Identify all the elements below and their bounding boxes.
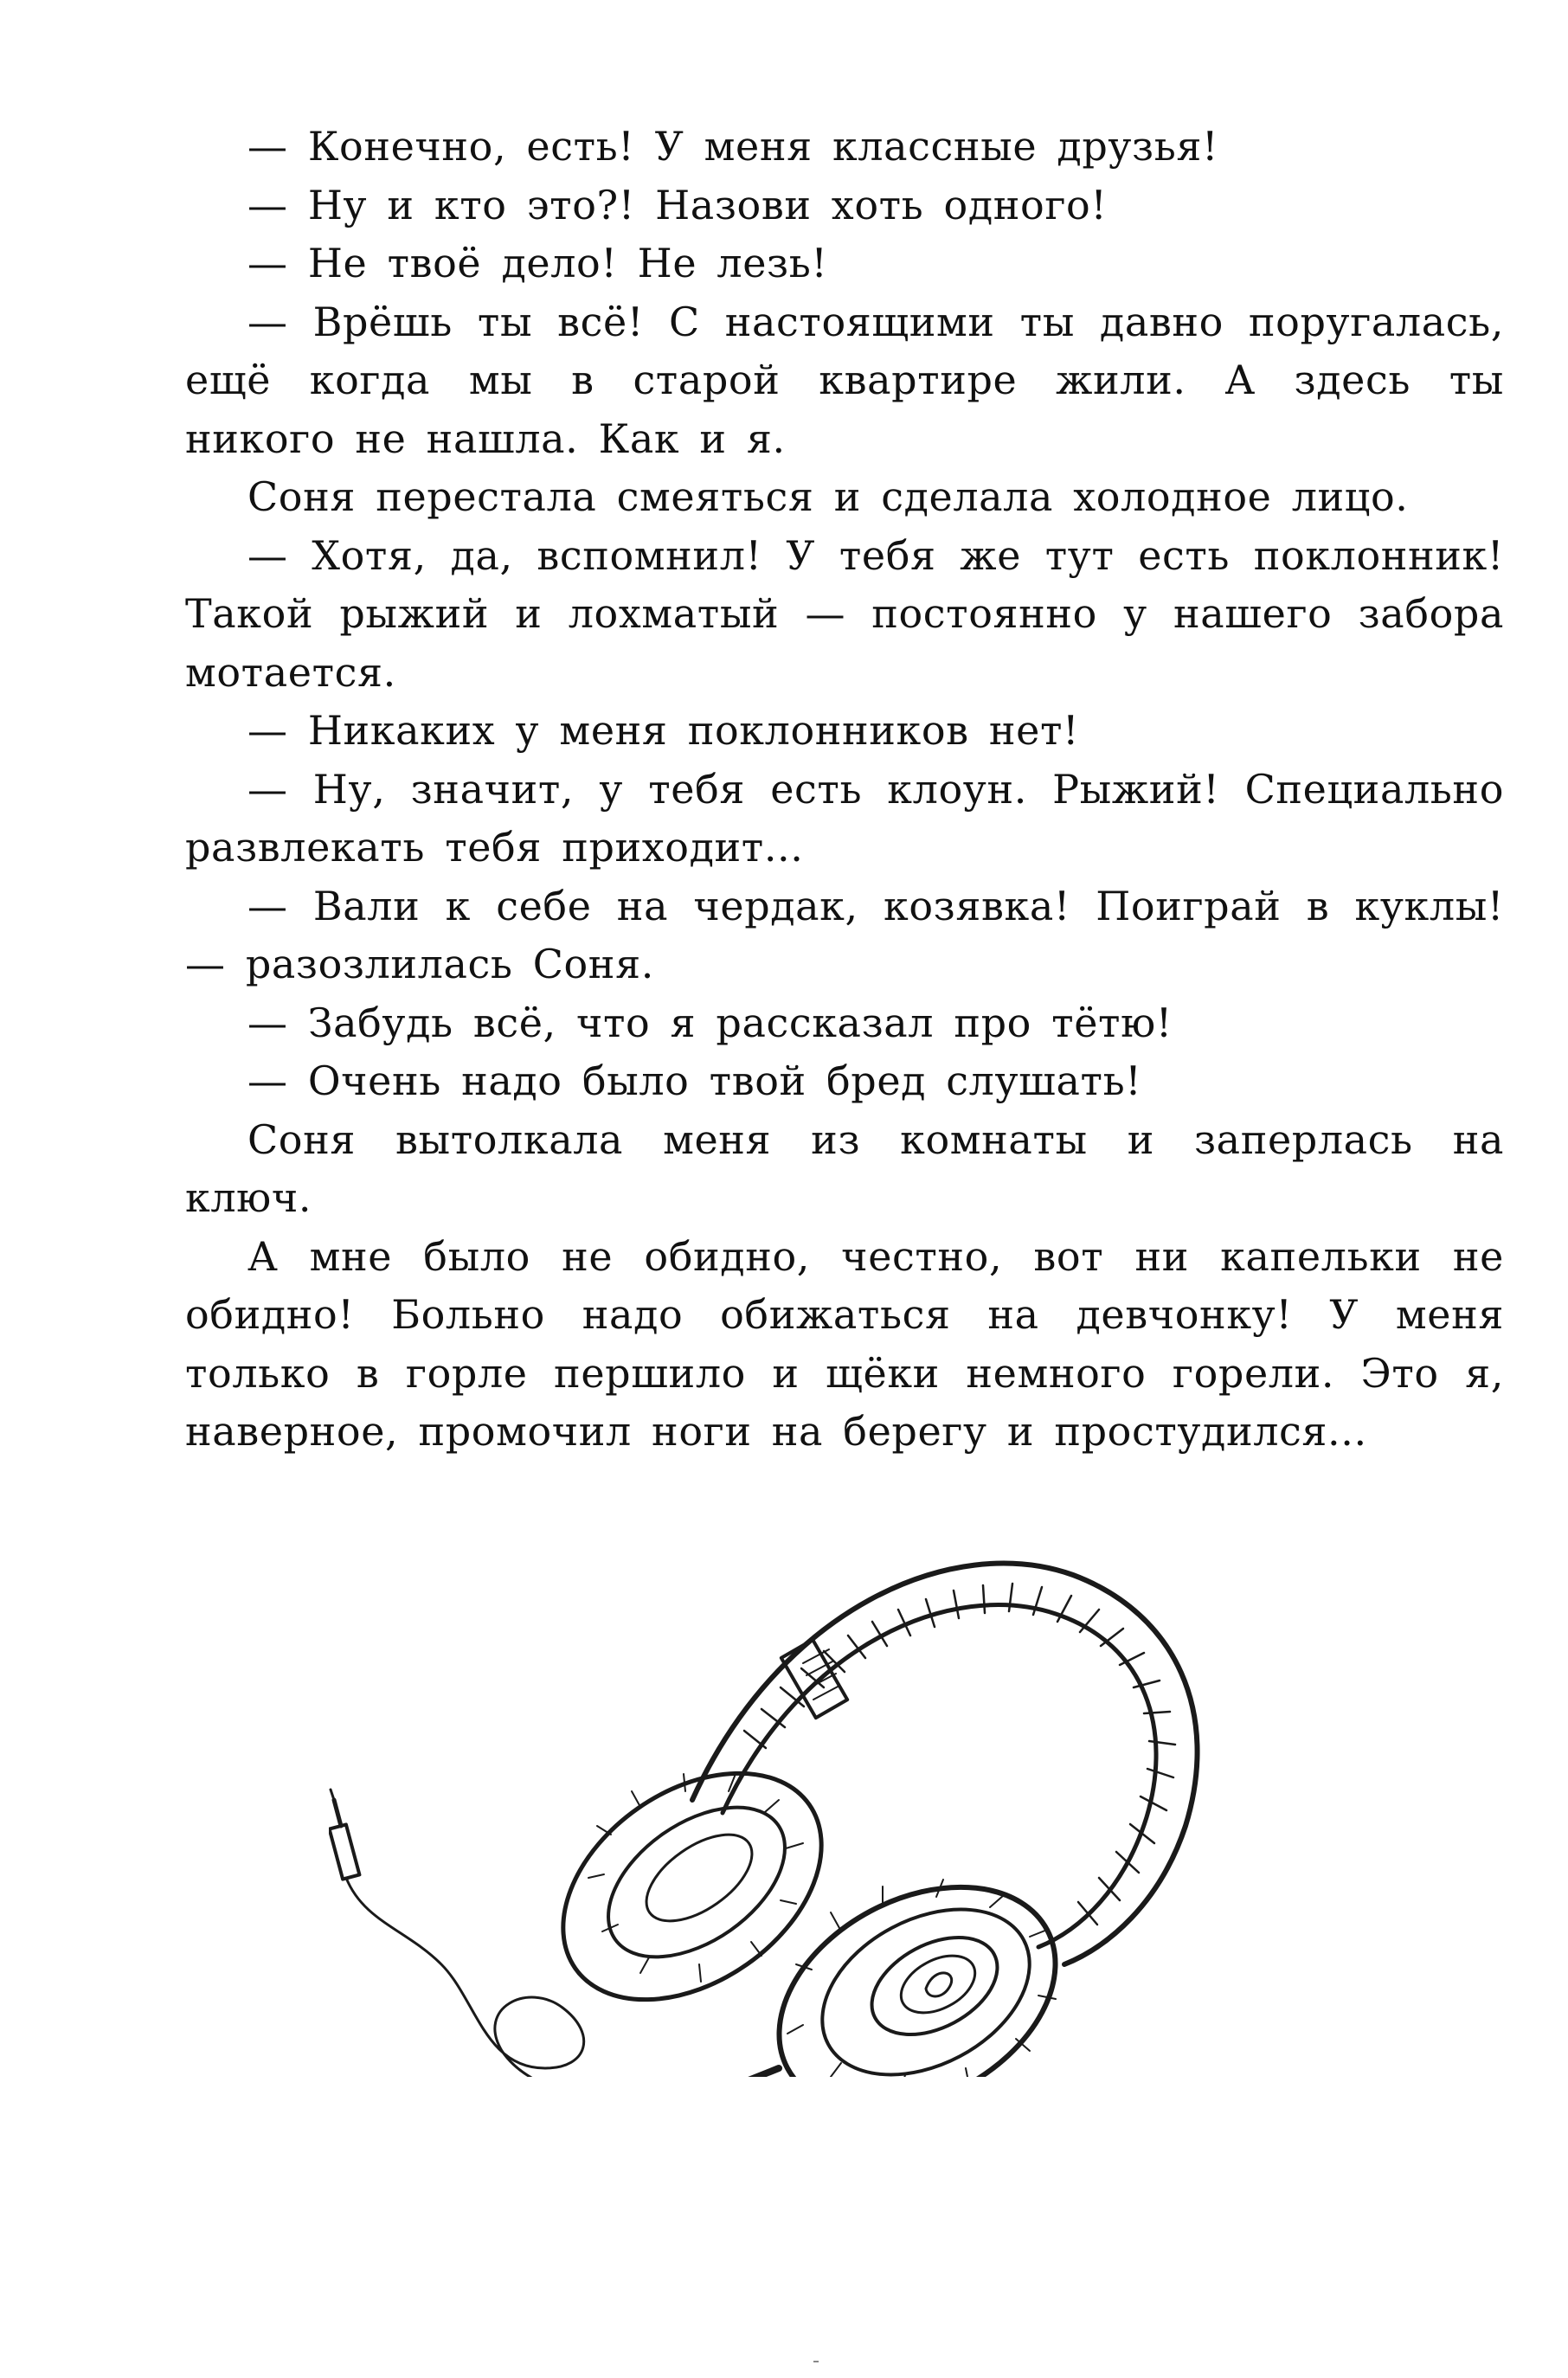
paragraph-9: — Вали к себе на чердак, козявка! Поиграй в куклы! — разозлилась Соня. <box>185 882 1504 987</box>
paragraph-4: — Врёшь ты всё! С настоящими ты давно поругалась, ещё когда мы в старой квартире жили. А здесь ты никого не нашла. Как и я. <box>185 298 1504 462</box>
paragraph-6: — Хотя, да, вспомнил! У тебя же тут есть поклонник! Такой рыжий и лохматый — постоянно у нашего забора мотается. <box>185 531 1504 696</box>
paragraph-3: — Не твоё дело! Не лезь! <box>247 240 828 286</box>
story-text <box>185 118 1504 1462</box>
paragraph-11: — Очень надо было твой бред слушать! <box>247 1057 1142 1104</box>
page-footer-mark <box>813 2361 819 2362</box>
paragraph-8: — Ну, значит, у тебя есть клоун. Рыжий! Специально развлекать тебя приходит... <box>185 765 1504 871</box>
headphones-sketch-icon <box>329 1514 1246 2077</box>
paragraph-1: — Конечно, есть! У меня классные друзья! <box>247 123 1219 170</box>
paragraph-13: А мне было не обидно, честно, вот ни капельки не обидно! Больно надо обижаться на девчонку! У меня только в горле першило и щёки немного горели. Это я, наверное, промочил ноги на берегу и простудился... <box>185 1232 1504 1455</box>
paragraph-2: — Ну и кто это?! Назови хоть одного! <box>247 181 1108 228</box>
paragraph-10: — Забудь всё, что я рассказал про тётю! <box>247 999 1173 1046</box>
paragraph-5: Соня перестала смеяться и сделала холодное лицо. <box>247 473 1409 520</box>
paragraph-7: — Никаких у меня поклонников нет! <box>247 707 1080 754</box>
paragraph-12: Соня вытолкала меня из комнаты и заперлась на ключ. <box>185 1115 1504 1221</box>
